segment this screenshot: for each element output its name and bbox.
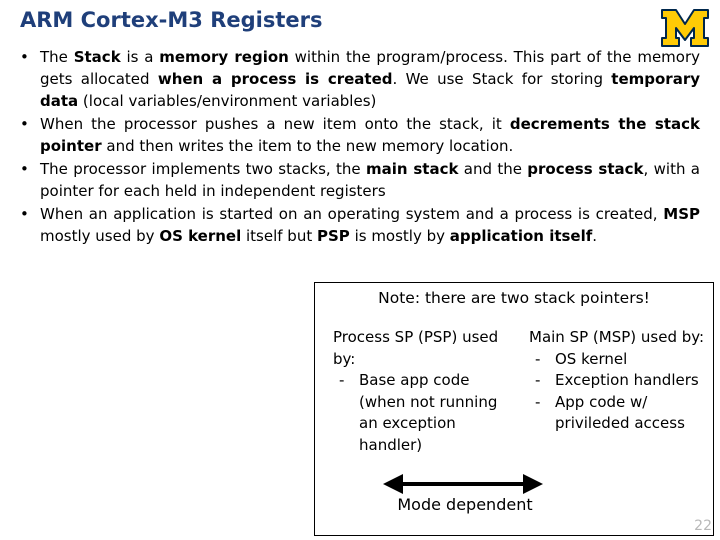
text-run: itself but bbox=[241, 227, 317, 245]
text-run: and the bbox=[458, 160, 528, 178]
bold-text-run: process stack bbox=[527, 160, 644, 178]
bold-text-run: decrements the stack pointer bbox=[40, 115, 700, 155]
bold-text-run: memory region bbox=[159, 48, 289, 66]
bold-text-run: main stack bbox=[365, 160, 459, 178]
slide-title: ARM Cortex-M3 Registers bbox=[20, 8, 323, 32]
msp-heading: Main SP (MSP) used by: bbox=[529, 328, 705, 346]
usage-list-item: - OS kernel bbox=[529, 349, 715, 371]
bold-text-run: PSP bbox=[317, 227, 350, 245]
bold-text-run: when a process is created bbox=[157, 70, 393, 88]
text-run: within the program/process. This part of the memory gets allocated bbox=[40, 48, 701, 88]
msp-usage-list bbox=[529, 349, 715, 435]
text-run: . bbox=[592, 227, 598, 245]
text-run: . We use Stack for storing bbox=[392, 70, 612, 88]
usage-list-item: - Base app code (when not running an exception handler) bbox=[333, 370, 511, 456]
text-run: and then writes the item to the new memory location. bbox=[101, 137, 514, 155]
text-run: The bbox=[40, 48, 74, 66]
text-run: , with a pointer for each held in independent registers bbox=[40, 160, 700, 200]
usage-list-item: - Exception handlers bbox=[529, 370, 715, 392]
text-run: mostly used by bbox=[40, 227, 160, 245]
text-run: When the processor pushes a new item onto the stack, it bbox=[40, 115, 510, 133]
msp-column bbox=[529, 327, 715, 435]
note-title: Note: there are two stack pointers! bbox=[378, 289, 650, 307]
text-run: When an application is started on an operating system and a process is created, bbox=[40, 205, 664, 223]
bullet-item bbox=[16, 203, 700, 247]
psp-heading: Process SP (PSP) used by: bbox=[333, 328, 499, 368]
text-run: The processor implements two stacks, the bbox=[40, 160, 366, 178]
bold-text-run: temporary data bbox=[40, 70, 700, 110]
text-run: is a bbox=[120, 48, 160, 66]
text-run: is mostly by bbox=[349, 227, 450, 245]
page-number: 22 bbox=[694, 518, 712, 534]
bullet-item bbox=[16, 158, 700, 202]
bullet-item bbox=[16, 113, 700, 157]
usage-list-item: - App code w/ privileded access bbox=[529, 392, 715, 435]
text-run: (local variables/environment variables) bbox=[78, 92, 377, 110]
mode-dependent-label: Mode dependent bbox=[397, 495, 533, 514]
bold-text-run: OS kernel bbox=[159, 227, 242, 245]
bullet-item bbox=[16, 46, 700, 112]
block-m-shape bbox=[662, 10, 708, 46]
bold-text-run: Stack bbox=[73, 48, 121, 66]
psp-column bbox=[333, 327, 511, 456]
bold-text-run: application itself bbox=[449, 227, 593, 245]
double-headed-arrow-icon bbox=[383, 473, 543, 495]
stack-pointer-note-box bbox=[314, 282, 714, 536]
psp-usage-list bbox=[333, 370, 511, 456]
bold-text-run: MSP bbox=[663, 205, 700, 223]
bullet-list bbox=[16, 46, 700, 248]
university-logo-icon bbox=[660, 8, 710, 48]
